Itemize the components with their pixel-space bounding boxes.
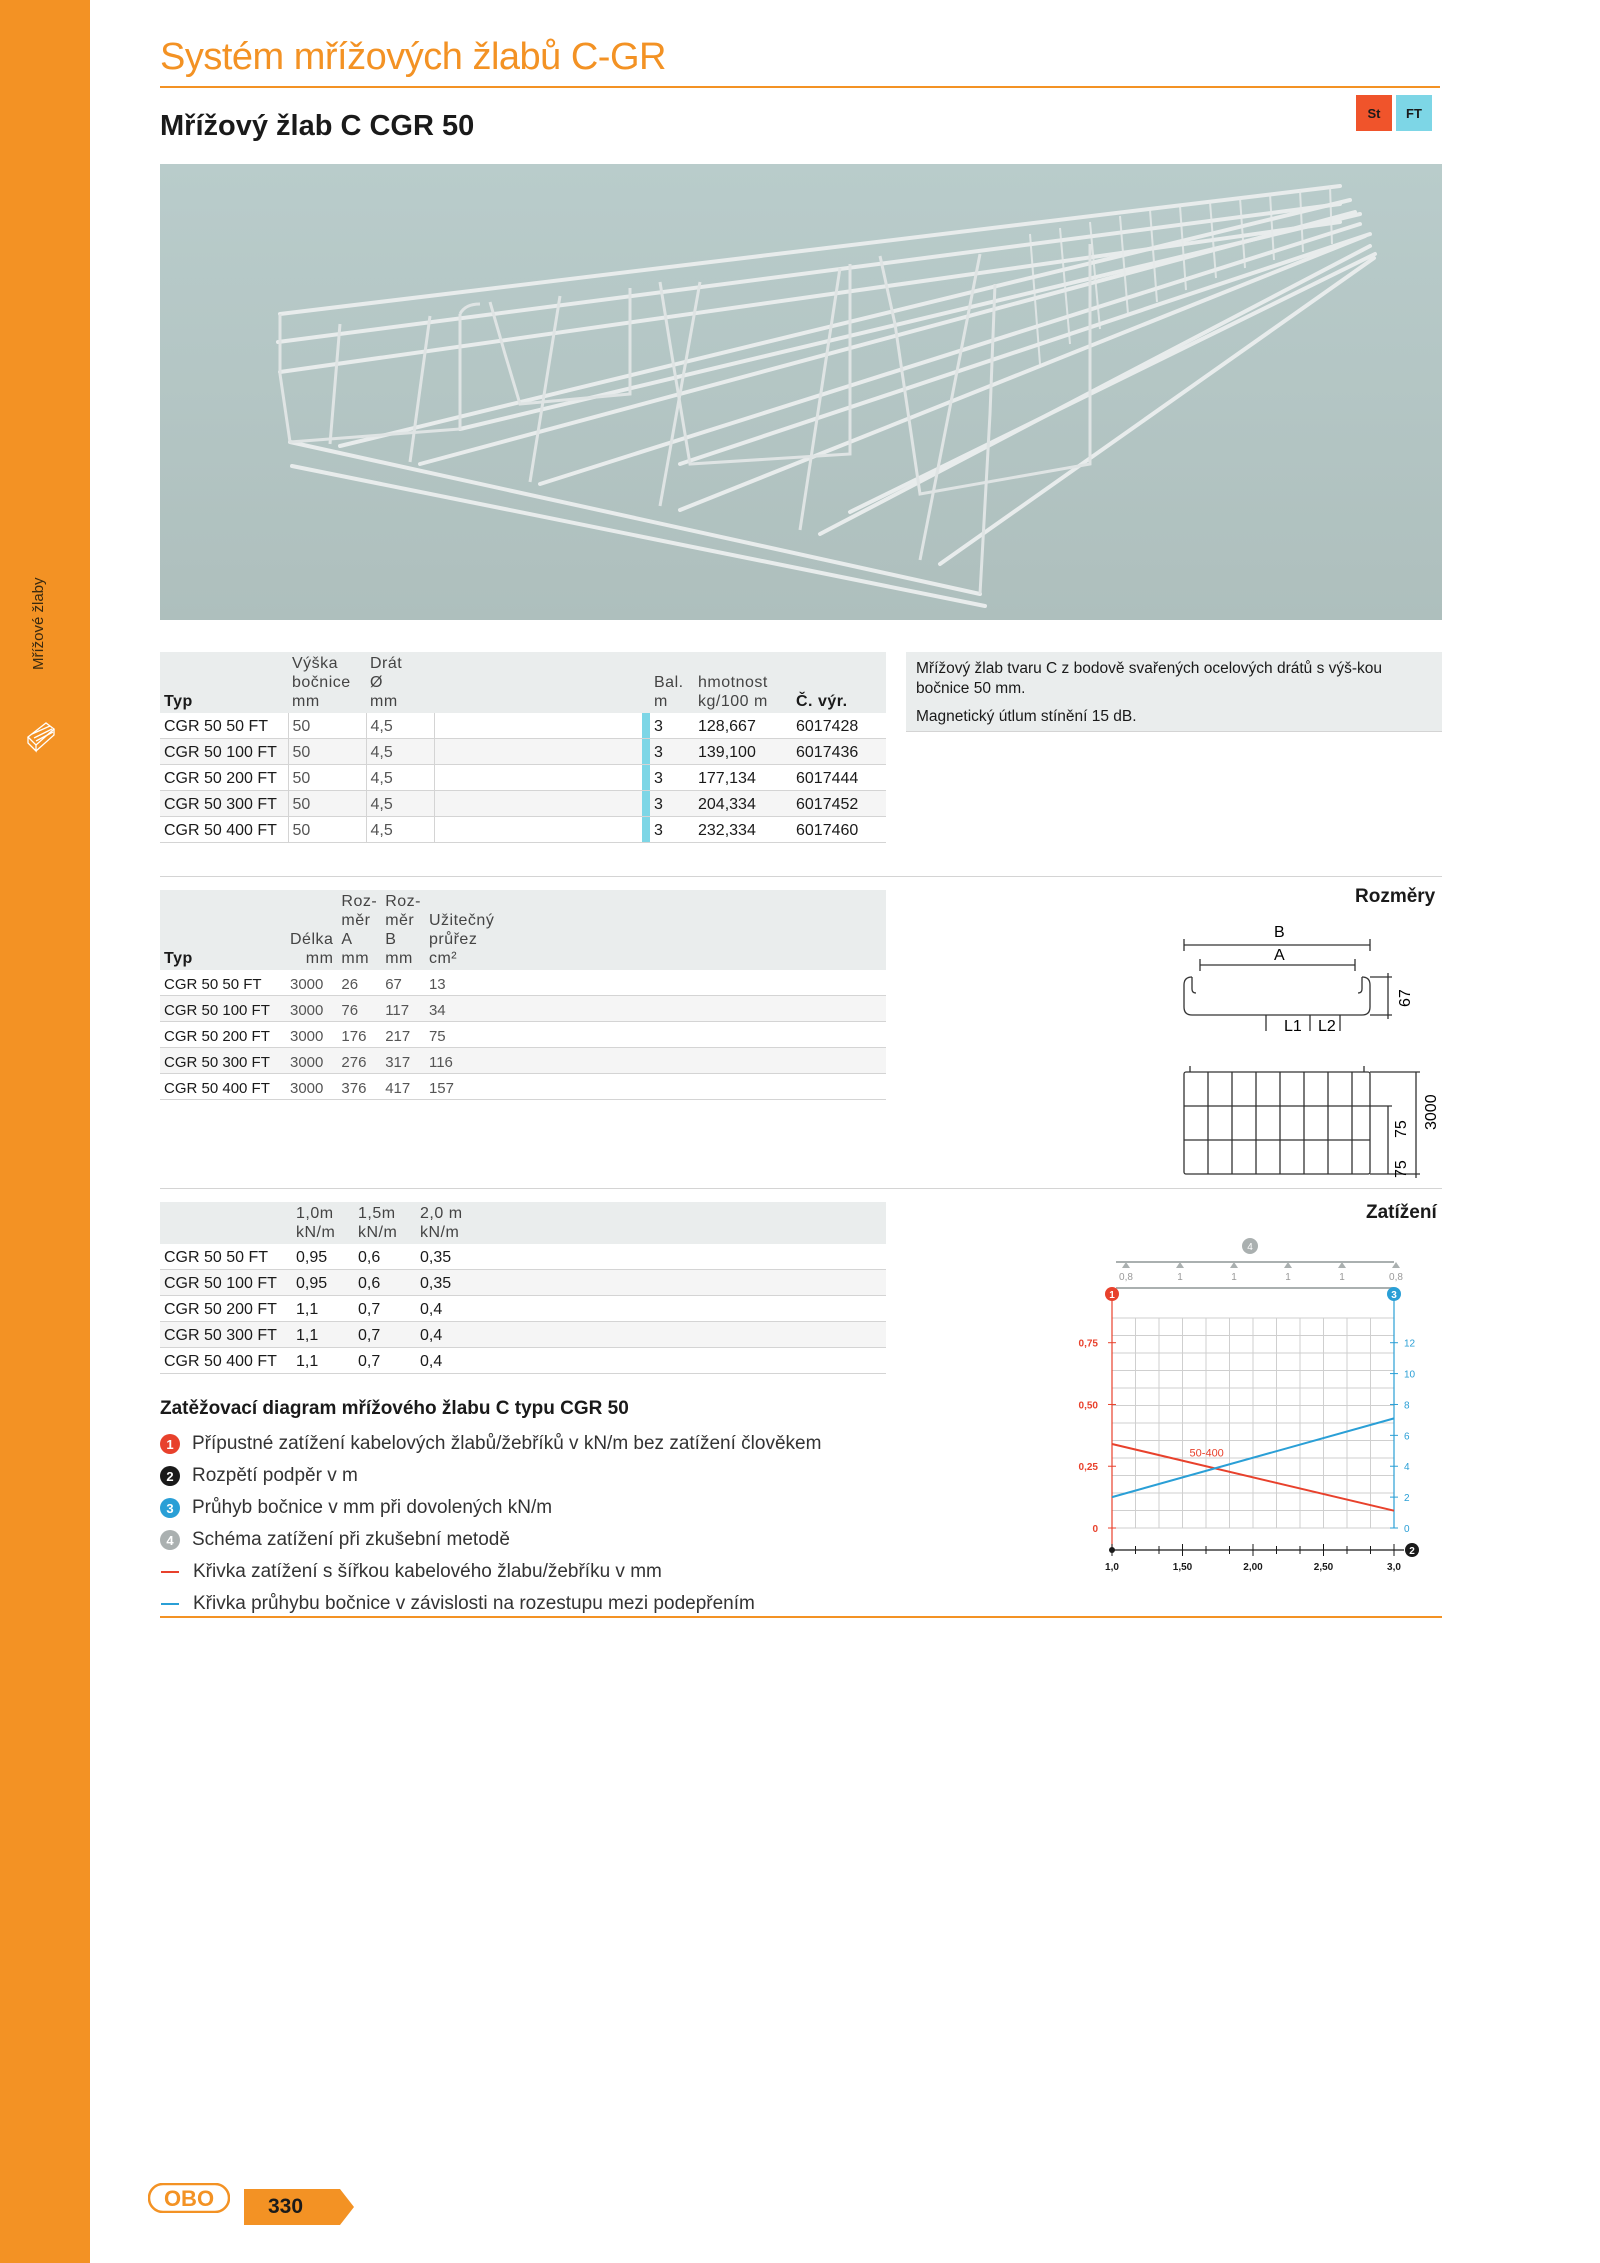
cell-bal: 3: [650, 739, 694, 765]
header-cvyr: Č. výr.: [792, 652, 886, 713]
product-table: [160, 652, 886, 843]
cell-prurez: 34: [425, 996, 886, 1022]
cell-drat: 4,5: [366, 765, 434, 791]
header-prurez-3: cm²: [428, 950, 458, 967]
cell-bal: 3: [650, 791, 694, 817]
scheme-value: 1: [1339, 1272, 1345, 1283]
cell-typ: CGR 50 300 FT: [160, 1048, 286, 1074]
y-tick-label-right: 6: [1404, 1431, 1410, 1443]
cell-load-3: 0,4: [416, 1296, 886, 1322]
cell-bal: 3: [650, 817, 694, 843]
cross-section-drawing: [1170, 915, 1450, 1035]
cell-b: 217: [381, 1022, 425, 1048]
header-vyska-3: mm: [292, 693, 320, 710]
cell-load-3: 0,4: [416, 1348, 886, 1374]
description-shielding: Magnetický útlum stínění 15 dB.: [916, 708, 1137, 725]
header-vyska-1: Výška: [292, 655, 339, 672]
table-row: [160, 1296, 886, 1322]
cell-load-1: 0,95: [292, 1244, 354, 1270]
cell-drat: 4,5: [366, 739, 434, 765]
header-delka-1: Délka: [290, 931, 334, 948]
cell-load-1: 0,95: [292, 1270, 354, 1296]
description-text: Mřížový žlab tvaru C z bodově svařených ocelových drátů s výš-kou bočnice 50 mm.: [916, 660, 1383, 697]
y-tick-label-right: 8: [1404, 1400, 1410, 1412]
header-unit-2: kN/m: [358, 1224, 398, 1241]
header-b-3: B: [385, 931, 397, 948]
y-tick-label-right: 2: [1404, 1493, 1410, 1505]
obo-logo: [148, 2183, 230, 2213]
cell-typ: CGR 50 300 FT: [160, 1322, 292, 1348]
cell-load-3: 0,4: [416, 1322, 886, 1348]
table-row: [160, 1022, 886, 1048]
y-tick-label-left: 0,75: [1078, 1338, 1098, 1350]
cell-vyska: 50: [288, 765, 366, 791]
legend-item: [160, 1428, 880, 1460]
cable-tray-illustration: [160, 164, 1442, 620]
cell-typ: CGR 50 100 FT: [160, 996, 286, 1022]
material-badge-st: St: [1356, 95, 1392, 131]
mesh-spacing-2: 75: [1393, 1160, 1410, 1178]
load-label: Zatížení: [1366, 1202, 1437, 1223]
product-title: Mřížový žlab C CGR 50: [160, 110, 475, 142]
cell-delka: 3000: [286, 996, 337, 1022]
dimensions-label: Rozměry: [1355, 886, 1436, 907]
cell-a: 76: [337, 996, 381, 1022]
scheme-value: 1: [1285, 1272, 1291, 1283]
cell-load-3: 0,35: [416, 1244, 886, 1270]
cell-typ: CGR 50 200 FT: [160, 1022, 286, 1048]
cell-load-2: 0,6: [354, 1244, 416, 1270]
legend-text: Přípustné zatížení kabelových žlabů/žebříků v kN/m bez zatížení člověkem: [192, 1433, 822, 1454]
cell-hmotnost: 139,100: [694, 739, 792, 765]
x-tick-label: 1,0: [1105, 1562, 1119, 1573]
header-drat-2: Ø: [370, 674, 383, 691]
cell-b: 117: [381, 996, 425, 1022]
table-row: [160, 1348, 886, 1374]
load-diagram: [1050, 1232, 1450, 1592]
scheme-value: 0,8: [1119, 1272, 1133, 1283]
header-vyska-2: bočnice: [292, 674, 351, 691]
cell-drat: 4,5: [366, 713, 434, 739]
y-tick-label-right: 4: [1404, 1462, 1410, 1474]
cell-vyska: 50: [288, 739, 366, 765]
marker-1-icon-label: 1: [1109, 1290, 1115, 1301]
divider: [160, 1188, 1442, 1189]
cell-drat: 4,5: [366, 817, 434, 843]
cell-delka: 3000: [286, 1048, 337, 1074]
material-badge-ft: FT: [1396, 95, 1432, 131]
chart-grid: [1112, 1318, 1394, 1528]
length-label: 3000: [1423, 1094, 1440, 1130]
section-end-rule: [160, 1616, 1442, 1618]
y-tick-label-right: 10: [1404, 1369, 1416, 1381]
cell-load-1: 1,1: [292, 1348, 354, 1374]
y-tick-label-right: 0: [1404, 1524, 1410, 1535]
cell-typ: CGR 50 400 FT: [160, 1348, 292, 1374]
cell-cvyr: 6017436: [792, 739, 886, 765]
x-origin-dot: [1109, 1547, 1115, 1553]
cell-load-2: 0,7: [354, 1322, 416, 1348]
header-drat-1: Drát: [370, 655, 403, 672]
table-row: [160, 713, 886, 739]
cell-typ: CGR 50 400 FT: [160, 817, 288, 843]
marker-4-icon: 4: [160, 1530, 180, 1550]
x-tick-label: 2,50: [1313, 1562, 1334, 1573]
header-a-3: A: [341, 931, 353, 948]
cell-load-1: 1,1: [292, 1296, 354, 1322]
dim-b-label: B: [1274, 924, 1285, 941]
header-drat-3: mm: [370, 693, 398, 710]
cell-prurez: 75: [425, 1022, 886, 1048]
table-row: [160, 1074, 886, 1100]
table-row: [160, 765, 886, 791]
legend-text: Křivka zatížení s šířkou kabelového žlabu/žebříku v mm: [193, 1561, 662, 1582]
cell-b: 317: [381, 1048, 425, 1074]
cell-b: 67: [381, 970, 425, 996]
table-row: [160, 1244, 886, 1270]
cell-drat: 4,5: [366, 791, 434, 817]
cell-typ: CGR 50 100 FT: [160, 739, 288, 765]
header-typ: Typ: [160, 652, 288, 713]
header-hmotnost-2: kg/100 m: [698, 693, 768, 710]
header-bal-2: m: [654, 693, 668, 710]
legend-item: [160, 1556, 880, 1588]
header-prurez-2: průřez: [428, 931, 478, 948]
x-tick-label: 2,00: [1243, 1562, 1263, 1573]
cell-typ: CGR 50 50 FT: [160, 970, 286, 996]
cell-vyska: 50: [288, 817, 366, 843]
x-tick-label: 1,50: [1172, 1562, 1193, 1573]
logo-text: OBO: [163, 2186, 215, 2211]
header-a-1: Roz-: [341, 893, 378, 910]
cell-a: 26: [337, 970, 381, 996]
y-tick-label-left: 0,50: [1078, 1400, 1098, 1412]
scheme-value: 0,8: [1389, 1272, 1403, 1283]
marker-2-icon: 2: [160, 1466, 180, 1486]
chart-axes: [1105, 1287, 1419, 1557]
table-row: [160, 1048, 886, 1074]
curve-label: 50-400: [1189, 1447, 1224, 1460]
dim-height-label: 67: [1397, 989, 1414, 1007]
header-unit-1: kN/m: [296, 1224, 336, 1241]
scheme-marker-label: 4: [1247, 1242, 1253, 1253]
sidebar: [0, 0, 90, 2263]
page-number: 330: [268, 2195, 304, 2218]
y-tick-label-left: 0,25: [1078, 1462, 1098, 1474]
marker-3-icon-label: 3: [1391, 1290, 1397, 1301]
mesh-side-drawing: [1170, 1060, 1450, 1190]
marker-1-icon: 1: [160, 1434, 180, 1454]
header-b-4: mm: [385, 950, 413, 967]
cell-hmotnost: 128,667: [694, 713, 792, 739]
cell-a: 176: [337, 1022, 381, 1048]
legend-item: [160, 1524, 880, 1556]
divider: [160, 876, 1442, 877]
cell-typ: CGR 50 100 FT: [160, 1270, 292, 1296]
header-a-2: měr: [341, 912, 371, 929]
blue-line-icon: [161, 1603, 179, 1605]
cell-load-3: 0,35: [416, 1270, 886, 1296]
table-row: [160, 996, 886, 1022]
legend-item: [160, 1460, 880, 1492]
cell-load-1: 1,1: [292, 1322, 354, 1348]
legend-text: Rozpětí podpěr v m: [192, 1465, 358, 1486]
cell-b: 417: [381, 1074, 425, 1100]
header-prurez-1: Užitečný: [428, 912, 495, 929]
cell-hmotnost: 232,334: [694, 817, 792, 843]
cell-prurez: 116: [425, 1048, 886, 1074]
cell-typ: CGR 50 300 FT: [160, 791, 288, 817]
scheme-value: 1: [1177, 1272, 1183, 1283]
cell-load-2: 0,7: [354, 1296, 416, 1322]
cell-prurez: 157: [425, 1074, 886, 1100]
cell-delka: 3000: [286, 1074, 337, 1100]
cell-cvyr: 6017444: [792, 765, 886, 791]
legend-item: [160, 1492, 880, 1524]
cell-hmotnost: 204,334: [694, 791, 792, 817]
legend-text: Schéma zatížení při zkušební metodě: [192, 1529, 510, 1550]
cell-typ: CGR 50 200 FT: [160, 1296, 292, 1322]
mesh-spacing-1: 75: [1393, 1120, 1410, 1138]
header-span-1: 1,0m: [296, 1205, 334, 1222]
product-description: [906, 652, 1442, 732]
table-row: [160, 970, 886, 996]
x-tick-label: 3,0: [1387, 1562, 1401, 1573]
cell-typ: CGR 50 50 FT: [160, 713, 288, 739]
header-typ: Typ: [160, 890, 286, 970]
title-rule: [160, 86, 1440, 88]
cell-delka: 3000: [286, 1022, 337, 1048]
table-row: [160, 817, 886, 843]
red-line-icon: [161, 1571, 179, 1573]
scheme-value: 1: [1231, 1272, 1237, 1283]
legend-heading: Zatěžovací diagram mřížového žlabu C typu CGR 50: [160, 1398, 629, 1419]
cell-load-2: 0,7: [354, 1348, 416, 1374]
page-number-tab: [244, 2189, 354, 2225]
table-row: [160, 791, 886, 817]
y-tick-label-left: 0: [1092, 1524, 1098, 1535]
header-hmotnost-1: hmotnost: [698, 674, 768, 691]
cell-a: 276: [337, 1048, 381, 1074]
marker-3-icon: 3: [160, 1498, 180, 1518]
load-table: [160, 1202, 886, 1374]
marker-2-icon-label: 2: [1409, 1546, 1415, 1557]
cell-vyska: 50: [288, 713, 366, 739]
cell-bal: 3: [650, 765, 694, 791]
legend-text: Průhyb bočnice v mm při dovolených kN/m: [192, 1497, 553, 1518]
header-bal-1: Bal.: [654, 674, 684, 691]
dimensions-table: [160, 890, 886, 1100]
cell-cvyr: 6017428: [792, 713, 886, 739]
cell-vyska: 50: [288, 791, 366, 817]
cell-bal: 3: [650, 713, 694, 739]
table-row: [160, 739, 886, 765]
cell-cvyr: 6017460: [792, 817, 886, 843]
cell-typ: CGR 50 50 FT: [160, 1244, 292, 1270]
cell-load-2: 0,6: [354, 1270, 416, 1296]
header-b-2: měr: [385, 912, 415, 929]
cell-typ: CGR 50 200 FT: [160, 765, 288, 791]
chart-labels: [1079, 1339, 1416, 1573]
page-title: Systém mřížových žlabů C-GR: [160, 36, 666, 78]
header-span-3: 2,0 m: [420, 1205, 463, 1222]
cable-tray-icon: [24, 715, 58, 755]
y-tick-label-right: 12: [1404, 1338, 1416, 1350]
header-unit-3: kN/m: [420, 1224, 460, 1241]
dim-l1-label: L1: [1284, 1018, 1302, 1035]
cell-a: 376: [337, 1074, 381, 1100]
table-row: [160, 1270, 886, 1296]
cell-delka: 3000: [286, 970, 337, 996]
cell-prurez: 13: [425, 970, 886, 996]
load-scheme: [1116, 1238, 1403, 1288]
sidebar-label: Mřížové žlaby: [30, 577, 47, 670]
header-a-4: mm: [341, 950, 370, 967]
cell-hmotnost: 177,134: [694, 765, 792, 791]
cell-cvyr: 6017452: [792, 791, 886, 817]
sidebar-label-wrap: [22, 560, 52, 680]
legend-text: Křivka průhybu bočnice v závislosti na rozestupu mezi podepřením: [193, 1593, 755, 1614]
table-row: [160, 1322, 886, 1348]
header-delka-2: mm: [305, 950, 334, 967]
header-b-1: Roz-: [385, 893, 421, 910]
product-photo: [160, 164, 1442, 620]
dim-l2-label: L2: [1318, 1018, 1336, 1035]
legend: [160, 1398, 880, 1620]
cell-typ: CGR 50 400 FT: [160, 1074, 286, 1100]
header-span-2: 1,5m: [358, 1205, 396, 1222]
dim-a-label: A: [1274, 947, 1285, 964]
